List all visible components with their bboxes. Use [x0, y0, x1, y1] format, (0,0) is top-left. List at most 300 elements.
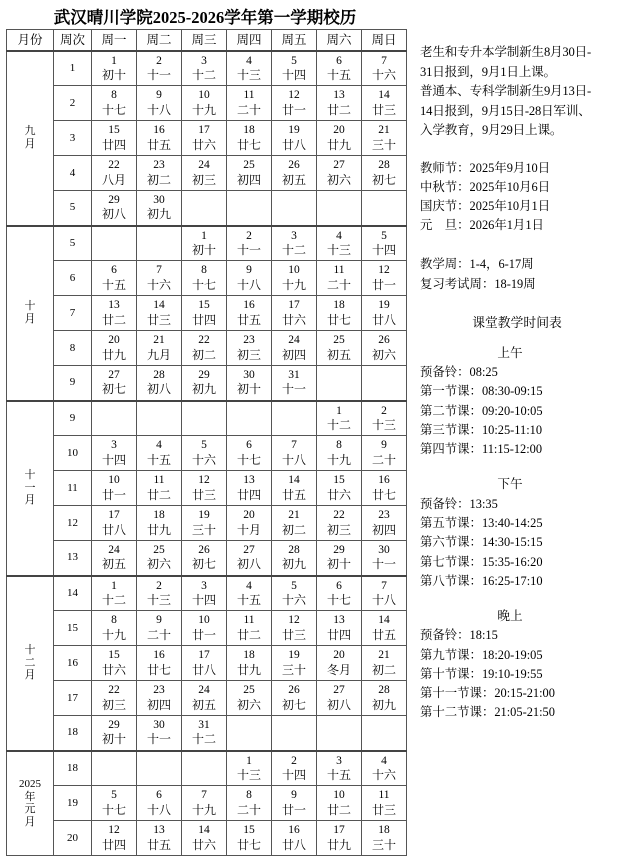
day-cell[interactable] [227, 156, 272, 191]
day-cell[interactable] [182, 471, 227, 506]
lunar-date: 廿五 [281, 487, 306, 502]
month-label-line: 十 [24, 644, 36, 657]
lunar-date: 廿一 [191, 627, 216, 642]
lunar-date: 十四 [371, 242, 396, 257]
day-cell[interactable] [362, 681, 407, 716]
day-cell[interactable] [137, 541, 182, 576]
day-cell[interactable] [227, 751, 272, 786]
day-cell[interactable] [137, 611, 182, 646]
day-cell[interactable] [182, 436, 227, 471]
day-cell-empty [317, 716, 362, 751]
week-number-cell: 6 [54, 261, 92, 296]
notice-block [420, 43, 628, 141]
gregorian-date: 5 [111, 789, 117, 802]
gregorian-date: 28 [288, 544, 300, 557]
day-cell[interactable] [92, 366, 137, 401]
gregorian-date: 3 [201, 54, 207, 67]
day-cell[interactable] [137, 681, 182, 716]
day-cell[interactable] [362, 51, 407, 86]
day-cell[interactable] [362, 506, 407, 541]
lunar-date: 二十 [236, 102, 261, 117]
gregorian-date: 7 [381, 579, 387, 592]
day-cell-empty [362, 716, 407, 751]
lunar-date: 十九 [281, 277, 306, 292]
period-0-line-2: 第二节课：09:20-10:05 [420, 403, 543, 418]
period-1-line-0: 预备铃：13:35 [420, 496, 498, 511]
spacer [420, 334, 628, 344]
day-cell[interactable] [272, 51, 317, 86]
lunar-date: 初二 [146, 172, 171, 187]
day-cell[interactable] [92, 51, 137, 86]
day-cell[interactable] [92, 121, 137, 156]
day-cell[interactable] [137, 51, 182, 86]
lunar-date: 廿五 [236, 312, 261, 327]
gregorian-date: 6 [246, 439, 252, 452]
lunar-date: 十六 [281, 592, 306, 607]
day-cell[interactable] [182, 156, 227, 191]
day-cell[interactable] [92, 646, 137, 681]
holiday-line-2: 国庆节：2025年10月1日 [420, 199, 551, 214]
day-cell[interactable] [272, 86, 317, 121]
day-cell[interactable] [182, 261, 227, 296]
lunar-date: 初二 [281, 522, 306, 537]
day-cell-empty [92, 226, 137, 261]
lunar-date: 初四 [146, 697, 171, 712]
week-number-cell: 20 [54, 821, 92, 856]
gregorian-date: 8 [201, 264, 207, 277]
day-cell[interactable] [92, 296, 137, 331]
gregorian-date: 18 [243, 124, 255, 137]
spacer [420, 141, 628, 159]
day-cell[interactable] [227, 366, 272, 401]
day-cell[interactable] [182, 821, 227, 856]
day-cell[interactable] [137, 331, 182, 366]
lunar-date: 廿二 [236, 627, 261, 642]
day-cell[interactable] [317, 541, 362, 576]
day-cell[interactable] [137, 716, 182, 751]
gregorian-date: 15 [108, 124, 120, 137]
day-cell[interactable] [317, 611, 362, 646]
lunar-date: 廿九 [146, 522, 171, 537]
week-number-cell: 13 [54, 541, 92, 576]
day-cell[interactable] [227, 506, 272, 541]
lunar-date: 初十 [326, 557, 351, 572]
day-cell[interactable] [317, 331, 362, 366]
lunar-date: 初三 [191, 172, 216, 187]
gregorian-date: 26 [288, 159, 300, 172]
gregorian-date: 30 [378, 544, 390, 557]
day-cell[interactable] [227, 261, 272, 296]
calendar-col-header-0: 月份 [7, 30, 54, 51]
lunar-date: 廿七 [326, 312, 351, 327]
lunar-date: 十二 [191, 67, 216, 82]
day-cell[interactable] [182, 576, 227, 611]
gregorian-date: 29 [198, 369, 210, 382]
day-cell[interactable] [272, 261, 317, 296]
day-cell[interactable] [227, 576, 272, 611]
gregorian-date: 2 [156, 54, 162, 67]
gregorian-date: 7 [381, 54, 387, 67]
table-row [7, 821, 407, 856]
gregorian-date: 26 [198, 544, 210, 557]
day-cell[interactable] [227, 296, 272, 331]
day-cell[interactable] [362, 786, 407, 821]
day-cell[interactable] [227, 541, 272, 576]
gregorian-date: 10 [108, 474, 120, 487]
notice-line-3: 14日报到，9月15日-28日军训、 [420, 103, 591, 118]
day-cell[interactable] [362, 821, 407, 856]
week-number-cell: 2 [54, 86, 92, 121]
gregorian-date: 1 [246, 754, 252, 767]
day-cell[interactable] [227, 611, 272, 646]
day-cell[interactable] [362, 576, 407, 611]
gregorian-date: 10 [288, 264, 300, 277]
day-cell[interactable] [92, 681, 137, 716]
calendar-col-header-3: 周二 [137, 30, 182, 51]
lunar-date: 初八 [236, 557, 261, 572]
day-cell[interactable] [317, 401, 362, 436]
lunar-date: 廿八 [191, 662, 216, 677]
day-cell[interactable] [137, 86, 182, 121]
day-cell[interactable] [317, 86, 362, 121]
gregorian-date: 17 [288, 299, 300, 312]
day-cell[interactable] [92, 331, 137, 366]
day-cell[interactable] [182, 86, 227, 121]
day-cell[interactable] [182, 611, 227, 646]
gregorian-date: 31 [198, 719, 210, 732]
gregorian-date: 31 [288, 369, 300, 382]
day-cell[interactable] [182, 716, 227, 751]
page-title: 武汉晴川学院2025-2026学年第一学期校历 [53, 8, 357, 27]
month-label-line: 十 [24, 300, 36, 313]
day-cell[interactable] [92, 821, 137, 856]
month-label-line: 月 [24, 669, 36, 682]
day-cell[interactable] [92, 611, 137, 646]
day-cell[interactable] [272, 366, 317, 401]
lunar-date: 廿四 [101, 137, 126, 152]
gregorian-date: 2 [156, 579, 162, 592]
day-cell-empty [227, 716, 272, 751]
lunar-date: 十六 [146, 277, 171, 292]
gregorian-date: 14 [153, 299, 165, 312]
lunar-date: 廿二 [101, 312, 126, 327]
day-cell[interactable] [92, 471, 137, 506]
day-cell[interactable] [182, 121, 227, 156]
gregorian-date: 5 [201, 439, 207, 452]
day-cell[interactable] [182, 541, 227, 576]
month-label-4 [7, 751, 54, 856]
month-label-2 [7, 401, 54, 576]
day-cell[interactable] [182, 226, 227, 261]
lunar-date: 十四 [191, 592, 216, 607]
day-cell[interactable] [272, 751, 317, 786]
day-cell[interactable] [317, 51, 362, 86]
day-cell[interactable] [227, 646, 272, 681]
table-row [7, 51, 407, 86]
day-cell[interactable] [182, 331, 227, 366]
day-cell[interactable] [362, 86, 407, 121]
gregorian-date: 1 [201, 229, 207, 242]
day-cell[interactable] [362, 541, 407, 576]
gregorian-date: 12 [198, 474, 210, 487]
table-row [7, 646, 407, 681]
spacer [420, 294, 628, 314]
lunar-date: 廿五 [146, 837, 171, 852]
day-cell[interactable] [137, 471, 182, 506]
lunar-date: 初六 [371, 347, 396, 362]
gregorian-date: 24 [198, 159, 210, 172]
lunar-date: 三十 [191, 522, 216, 537]
day-cell[interactable] [362, 471, 407, 506]
gregorian-date: 5 [381, 229, 387, 242]
day-cell[interactable] [137, 121, 182, 156]
lunar-date: 廿八 [281, 137, 306, 152]
gregorian-date: 25 [333, 334, 345, 347]
lunar-date: 廿六 [101, 662, 126, 677]
day-cell[interactable] [92, 541, 137, 576]
lunar-date: 初九 [146, 207, 171, 222]
day-cell[interactable] [317, 471, 362, 506]
day-cell[interactable] [137, 576, 182, 611]
table-row [7, 436, 407, 471]
day-cell[interactable] [182, 681, 227, 716]
day-cell[interactable] [272, 296, 317, 331]
day-cell[interactable] [272, 471, 317, 506]
day-cell[interactable] [317, 646, 362, 681]
gregorian-date: 19 [288, 124, 300, 137]
gregorian-date: 11 [333, 264, 345, 277]
day-cell[interactable] [362, 261, 407, 296]
day-cell[interactable] [137, 821, 182, 856]
lunar-date: 十三 [236, 767, 261, 782]
day-cell[interactable] [362, 331, 407, 366]
period-heading-1: 下午 [497, 477, 523, 492]
day-cell[interactable] [272, 331, 317, 366]
day-cell[interactable] [317, 786, 362, 821]
day-cell[interactable] [272, 611, 317, 646]
gregorian-date: 25 [153, 544, 165, 557]
day-cell[interactable] [272, 576, 317, 611]
gregorian-date: 17 [198, 124, 210, 137]
day-cell[interactable] [227, 681, 272, 716]
week-number-cell: 10 [54, 436, 92, 471]
day-cell[interactable] [92, 86, 137, 121]
gregorian-date: 16 [243, 299, 255, 312]
day-cell[interactable] [227, 471, 272, 506]
gregorian-date: 12 [378, 264, 390, 277]
week-number-cell: 17 [54, 681, 92, 716]
day-cell[interactable] [227, 786, 272, 821]
lunar-date: 十四 [281, 67, 306, 82]
day-cell[interactable] [272, 786, 317, 821]
lunar-date: 廿六 [191, 137, 216, 152]
lunar-date: 廿一 [281, 102, 306, 117]
month-label-3 [7, 576, 54, 751]
day-cell[interactable] [92, 506, 137, 541]
day-cell[interactable] [137, 156, 182, 191]
gregorian-date: 13 [153, 824, 165, 837]
lunar-date: 三十 [281, 662, 306, 677]
gregorian-date: 22 [198, 334, 210, 347]
day-cell[interactable] [272, 226, 317, 261]
gregorian-date: 2 [291, 754, 297, 767]
day-cell[interactable] [137, 786, 182, 821]
day-cell[interactable] [227, 821, 272, 856]
day-cell[interactable] [272, 156, 317, 191]
lunar-date: 廿八 [281, 837, 306, 852]
lunar-date: 廿二 [326, 802, 351, 817]
day-cell[interactable] [272, 541, 317, 576]
lunar-date: 廿六 [191, 837, 216, 852]
lunar-date: 初五 [281, 172, 306, 187]
day-cell[interactable] [137, 436, 182, 471]
day-cell[interactable] [137, 506, 182, 541]
gregorian-date: 9 [381, 439, 387, 452]
day-cell[interactable] [227, 226, 272, 261]
gregorian-date: 6 [111, 264, 117, 277]
day-cell[interactable] [182, 786, 227, 821]
day-cell[interactable] [317, 226, 362, 261]
day-cell[interactable] [92, 716, 137, 751]
lunar-date: 十二 [326, 417, 351, 432]
day-cell[interactable] [362, 296, 407, 331]
lunar-date: 廿七 [146, 662, 171, 677]
lunar-date: 廿七 [236, 837, 261, 852]
day-cell[interactable] [317, 156, 362, 191]
gregorian-date: 10 [198, 614, 210, 627]
week-number-cell: 19 [54, 786, 92, 821]
lunar-date: 廿四 [326, 627, 351, 642]
gregorian-date: 13 [243, 474, 255, 487]
table-row [7, 611, 407, 646]
day-cell[interactable] [362, 751, 407, 786]
day-cell[interactable] [182, 506, 227, 541]
gregorian-date: 14 [378, 614, 390, 627]
day-cell[interactable] [182, 646, 227, 681]
gregorian-date: 30 [153, 194, 165, 207]
day-cell[interactable] [362, 226, 407, 261]
day-cell[interactable] [362, 646, 407, 681]
gregorian-date: 24 [198, 684, 210, 697]
lunar-date: 初二 [371, 662, 396, 677]
gregorian-date: 13 [333, 614, 345, 627]
day-cell[interactable] [317, 261, 362, 296]
day-cell[interactable] [317, 296, 362, 331]
lunar-date: 廿四 [101, 837, 126, 852]
day-cell[interactable] [137, 191, 182, 226]
day-cell[interactable] [137, 646, 182, 681]
table-row [7, 576, 407, 611]
day-cell[interactable] [137, 261, 182, 296]
calendar-col-header-1: 周次 [54, 30, 92, 51]
month-label-line: 二 [24, 656, 36, 669]
day-cell-empty [317, 191, 362, 226]
gregorian-date: 27 [108, 369, 120, 382]
day-cell[interactable] [272, 821, 317, 856]
day-cell[interactable] [137, 366, 182, 401]
day-cell[interactable] [227, 121, 272, 156]
week-number-cell: 7 [54, 296, 92, 331]
lunar-date: 廿八 [101, 522, 126, 537]
lunar-date: 十九 [326, 452, 351, 467]
lunar-date: 初九 [371, 697, 396, 712]
lunar-date: 十六 [371, 767, 396, 782]
gregorian-date: 1 [336, 404, 342, 417]
gregorian-date: 16 [153, 124, 165, 137]
gregorian-date: 3 [291, 229, 297, 242]
day-cell[interactable] [227, 331, 272, 366]
gregorian-date: 14 [198, 824, 210, 837]
day-cell[interactable] [317, 576, 362, 611]
day-cell[interactable] [92, 191, 137, 226]
day-cell-empty [137, 226, 182, 261]
table-row [7, 191, 407, 226]
month-label-line: 一 [24, 481, 36, 494]
day-cell[interactable] [182, 51, 227, 86]
day-cell[interactable] [92, 436, 137, 471]
gregorian-date: 10 [198, 89, 210, 102]
gregorian-date: 19 [198, 509, 210, 522]
day-cell[interactable] [182, 296, 227, 331]
day-cell[interactable] [362, 121, 407, 156]
gregorian-date: 7 [156, 264, 162, 277]
day-cell[interactable] [272, 121, 317, 156]
period-2-line-0: 预备铃：18:15 [420, 628, 498, 643]
day-cell[interactable] [272, 436, 317, 471]
gregorian-date: 5 [291, 54, 297, 67]
lunar-date: 初九 [281, 557, 306, 572]
day-cell-empty [137, 401, 182, 436]
day-cell[interactable] [92, 786, 137, 821]
day-cell[interactable] [92, 576, 137, 611]
day-cell[interactable] [317, 751, 362, 786]
day-cell[interactable] [137, 296, 182, 331]
lunar-date: 廿九 [326, 137, 351, 152]
day-cell[interactable] [227, 86, 272, 121]
gregorian-date: 11 [153, 474, 165, 487]
day-cell[interactable] [227, 436, 272, 471]
gregorian-date: 8 [111, 89, 117, 102]
lunar-date: 廿七 [236, 137, 261, 152]
day-cell[interactable] [317, 681, 362, 716]
lunar-date: 廿二 [146, 487, 171, 502]
day-cell[interactable] [92, 156, 137, 191]
day-cell[interactable] [317, 821, 362, 856]
day-cell[interactable] [362, 611, 407, 646]
lunar-date: 初三 [101, 697, 126, 712]
day-cell[interactable] [182, 366, 227, 401]
week-number-cell: 18 [54, 751, 92, 786]
day-cell[interactable] [317, 436, 362, 471]
gregorian-date: 12 [108, 824, 120, 837]
day-cell[interactable] [272, 646, 317, 681]
week-number-cell: 14 [54, 576, 92, 611]
lunar-date: 十五 [326, 767, 351, 782]
lunar-date: 廿一 [281, 802, 306, 817]
day-cell[interactable] [272, 681, 317, 716]
day-cell[interactable] [362, 156, 407, 191]
day-cell[interactable] [92, 261, 137, 296]
lunar-date: 十九 [101, 627, 126, 642]
day-cell[interactable] [362, 401, 407, 436]
day-cell[interactable] [272, 506, 317, 541]
day-cell[interactable] [362, 436, 407, 471]
day-cell[interactable] [227, 51, 272, 86]
day-cell[interactable] [317, 121, 362, 156]
gregorian-date: 1 [111, 54, 117, 67]
day-cell[interactable] [317, 506, 362, 541]
lunar-date: 廿九 [236, 662, 261, 677]
